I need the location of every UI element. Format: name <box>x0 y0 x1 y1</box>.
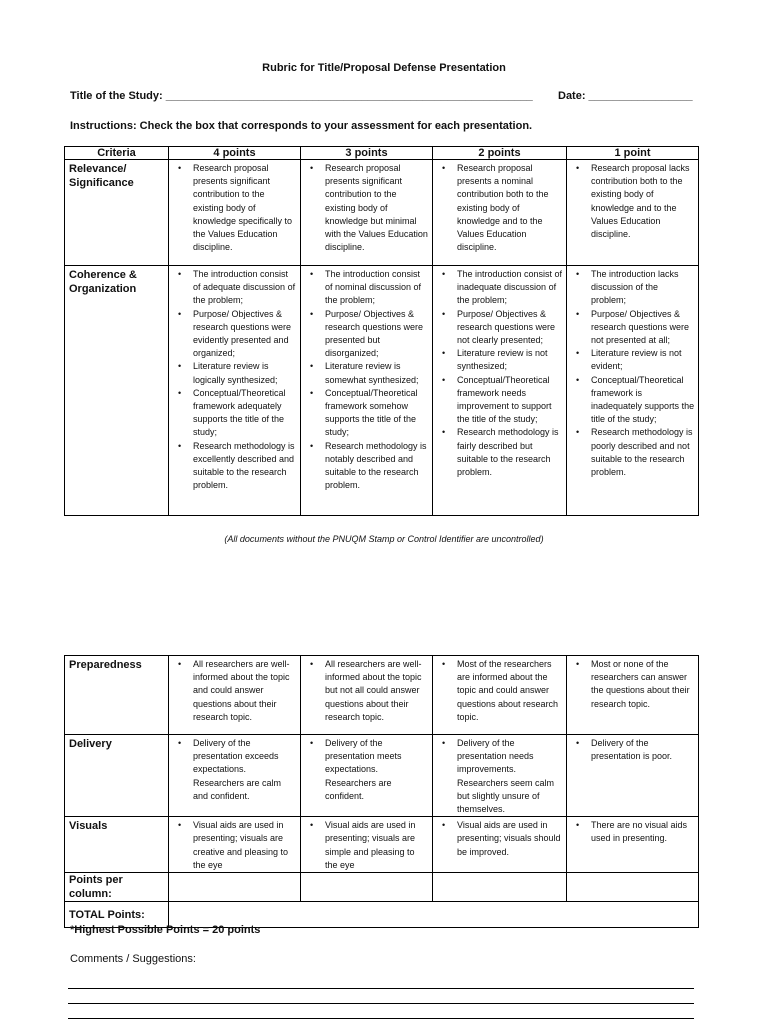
descriptor-item: • Literature review is not synthesized; <box>438 347 563 373</box>
header-criteria: Criteria <box>65 147 169 160</box>
descriptor-item: • Delivery of the presentation exceeds expectations. Researchers are calm and confident. <box>174 737 297 803</box>
score-cell-1[interactable] <box>567 735 699 817</box>
row-delivery <box>65 735 699 817</box>
descriptor-item: • Delivery of the presentation meets expectations. Researchers are confident. <box>306 737 429 803</box>
criterion-label: Preparedness <box>69 659 142 671</box>
descriptor-item: • Research methodology is excellently described and suitable to the research problem. <box>174 440 297 493</box>
score-cell-4[interactable] <box>169 160 301 266</box>
comment-line[interactable] <box>68 1018 694 1019</box>
criterion-cell <box>65 266 169 516</box>
descriptor-item: • Literature review is not evident; <box>572 347 695 373</box>
score-cell-3[interactable] <box>301 735 433 817</box>
descriptor-item: • Most or none of the researchers can answer the questions about their research topic. <box>572 658 695 711</box>
descriptor-item: • Delivery of the presentation needs improvements. Researchers seem calm but slightly unsure of themselves. <box>438 737 563 816</box>
header-2-points: 2 points <box>433 147 567 160</box>
highest-possible-note: *Highest Possible Points = 20 points <box>70 924 261 936</box>
date-field[interactable]: Date: _________________ <box>558 90 693 102</box>
criterion-label: Relevance/ Significance <box>69 163 134 189</box>
descriptor-item: • Literature review is somewhat synthesized; <box>306 360 429 386</box>
comments-label: Comments / Suggestions: <box>70 953 196 965</box>
points-per-column-label-cell <box>65 873 169 902</box>
total-points-label: TOTAL Points: <box>69 909 145 922</box>
criterion-cell <box>65 656 169 735</box>
score-cell-2[interactable] <box>433 817 567 873</box>
descriptor-item: • Most of the researchers are informed about the topic and could answer questions about research topic. <box>438 658 563 724</box>
row-preparedness <box>65 656 699 735</box>
descriptor-item: • Research methodology is poorly described and not suitable to the research problem. <box>572 426 695 479</box>
header-row <box>65 147 699 160</box>
descriptor-item: • Research proposal presents significant contribution to the existing body of knowledge but minimal with the Values Education discipline. <box>306 162 429 254</box>
rubric-table-criteria <box>64 146 699 516</box>
score-cell-1[interactable] <box>567 160 699 266</box>
criterion-label: Delivery <box>69 738 112 750</box>
score-cell-4[interactable] <box>169 735 301 817</box>
descriptor-item: • Purpose/ Objectives & research questions were not clearly presented; <box>438 308 563 348</box>
comment-line[interactable] <box>68 988 694 989</box>
score-cell-3[interactable] <box>301 817 433 873</box>
descriptor-item: • The introduction consist of inadequate discussion of the problem; <box>438 268 563 308</box>
instructions-text: Instructions: Check the box that corresponds to your assessment for each presentation. <box>70 120 533 132</box>
points-input-3[interactable] <box>301 873 433 902</box>
descriptor-item: • All researchers are well-informed about the topic but not all could answer questions about their research topic. <box>306 658 429 724</box>
score-cell-2[interactable] <box>433 160 567 266</box>
score-cell-2[interactable] <box>433 656 567 735</box>
score-cell-4[interactable] <box>169 266 301 516</box>
document-title: Rubric for Title/Proposal Defense Presentation <box>262 62 506 74</box>
score-cell-1[interactable] <box>567 656 699 735</box>
row-relevance <box>65 160 699 266</box>
header-3-points: 3 points <box>301 147 433 160</box>
row-coherence <box>65 266 699 516</box>
score-cell-3[interactable] <box>301 160 433 266</box>
descriptor-item: • Research methodology is fairly described but suitable to the research problem. <box>438 426 563 479</box>
descriptor-item: • Conceptual/Theoretical framework adequately supports the title of the study; <box>174 387 297 440</box>
descriptor-item: • Literature review is logically synthesized; <box>174 360 297 386</box>
descriptor-item: • The introduction consist of adequate discussion of the problem; <box>174 268 297 308</box>
score-cell-4[interactable] <box>169 817 301 873</box>
score-cell-1[interactable] <box>567 266 699 516</box>
descriptor-item: • Research proposal lacks contribution both to the existing body of knowledge and to the Values Education discipline. <box>572 162 695 241</box>
criterion-label: Visuals <box>69 820 108 833</box>
descriptor-item: • Purpose/ Objectives & research questions were not presented at all; <box>572 308 695 348</box>
descriptor-item: • Purpose/ Objectives & research questions were presented but disorganized; <box>306 308 429 361</box>
descriptor-item: • Research proposal presents significant contribution to the existing body of knowledge specifically to the Values Education discipline. <box>174 162 297 254</box>
descriptor-item: • Purpose/ Objectives & research questions were evidently presented and organized; <box>174 308 297 361</box>
points-input-1[interactable] <box>567 873 699 902</box>
uncontrolled-note: (All documents without the PNUQM Stamp or Control Identifier are uncontrolled) <box>224 534 544 544</box>
header-4-points: 4 points <box>169 147 301 160</box>
descriptor-item: • Research proposal presents a nominal contribution both to the existing body of knowledge and to the Values Education discipline. <box>438 162 563 254</box>
score-cell-2[interactable] <box>433 735 567 817</box>
descriptor-item: • Visual aids are used in presenting; visuals are creative and pleasing to the eye <box>174 819 297 872</box>
descriptor-item: • The introduction lacks discussion of the problem; <box>572 268 695 308</box>
study-title-field[interactable]: Title of the Study: ____________________________________________________________ <box>70 90 533 102</box>
row-visuals <box>65 817 699 873</box>
descriptor-item: • There are no visual aids used in presenting. <box>572 819 695 845</box>
descriptor-item: • Visual aids are used in presenting; visuals are simple and pleasing to the eye <box>306 819 429 872</box>
points-input-2[interactable] <box>433 873 567 902</box>
points-per-column-label: Points per column: <box>69 874 123 901</box>
criterion-cell <box>65 817 169 873</box>
row-points-per-column <box>65 873 699 902</box>
descriptor-item: • Research methodology is notably described and suitable to the research problem. <box>306 440 429 493</box>
comment-line[interactable] <box>68 1003 694 1004</box>
descriptor-item: • The introduction consist of nominal discussion of the problem; <box>306 268 429 308</box>
descriptor-item: • All researchers are well-informed about the topic and could answer questions about their research topic. <box>174 658 297 724</box>
score-cell-3[interactable] <box>301 656 433 735</box>
score-cell-2[interactable] <box>433 266 567 516</box>
criterion-label: Coherence & Organization <box>69 269 137 295</box>
score-cell-4[interactable] <box>169 656 301 735</box>
header-1-point: 1 point <box>567 147 699 160</box>
points-input-4[interactable] <box>169 873 301 902</box>
rubric-table-presentation <box>64 655 699 928</box>
descriptor-item: • Conceptual/Theoretical framework somehow supports the title of the study; <box>306 387 429 440</box>
score-cell-3[interactable] <box>301 266 433 516</box>
descriptor-item: • Visual aids are used in presenting; visuals should be improved. <box>438 819 563 859</box>
descriptor-item: • Conceptual/Theoretical framework is inadequately supports the title of the study; <box>572 374 695 427</box>
score-cell-1[interactable] <box>567 817 699 873</box>
descriptor-item: • Delivery of the presentation is poor. <box>572 737 695 763</box>
descriptor-item: • Conceptual/Theoretical framework needs improvement to support the title of the study; <box>438 374 563 427</box>
criterion-cell <box>65 160 169 266</box>
criterion-cell <box>65 735 169 817</box>
